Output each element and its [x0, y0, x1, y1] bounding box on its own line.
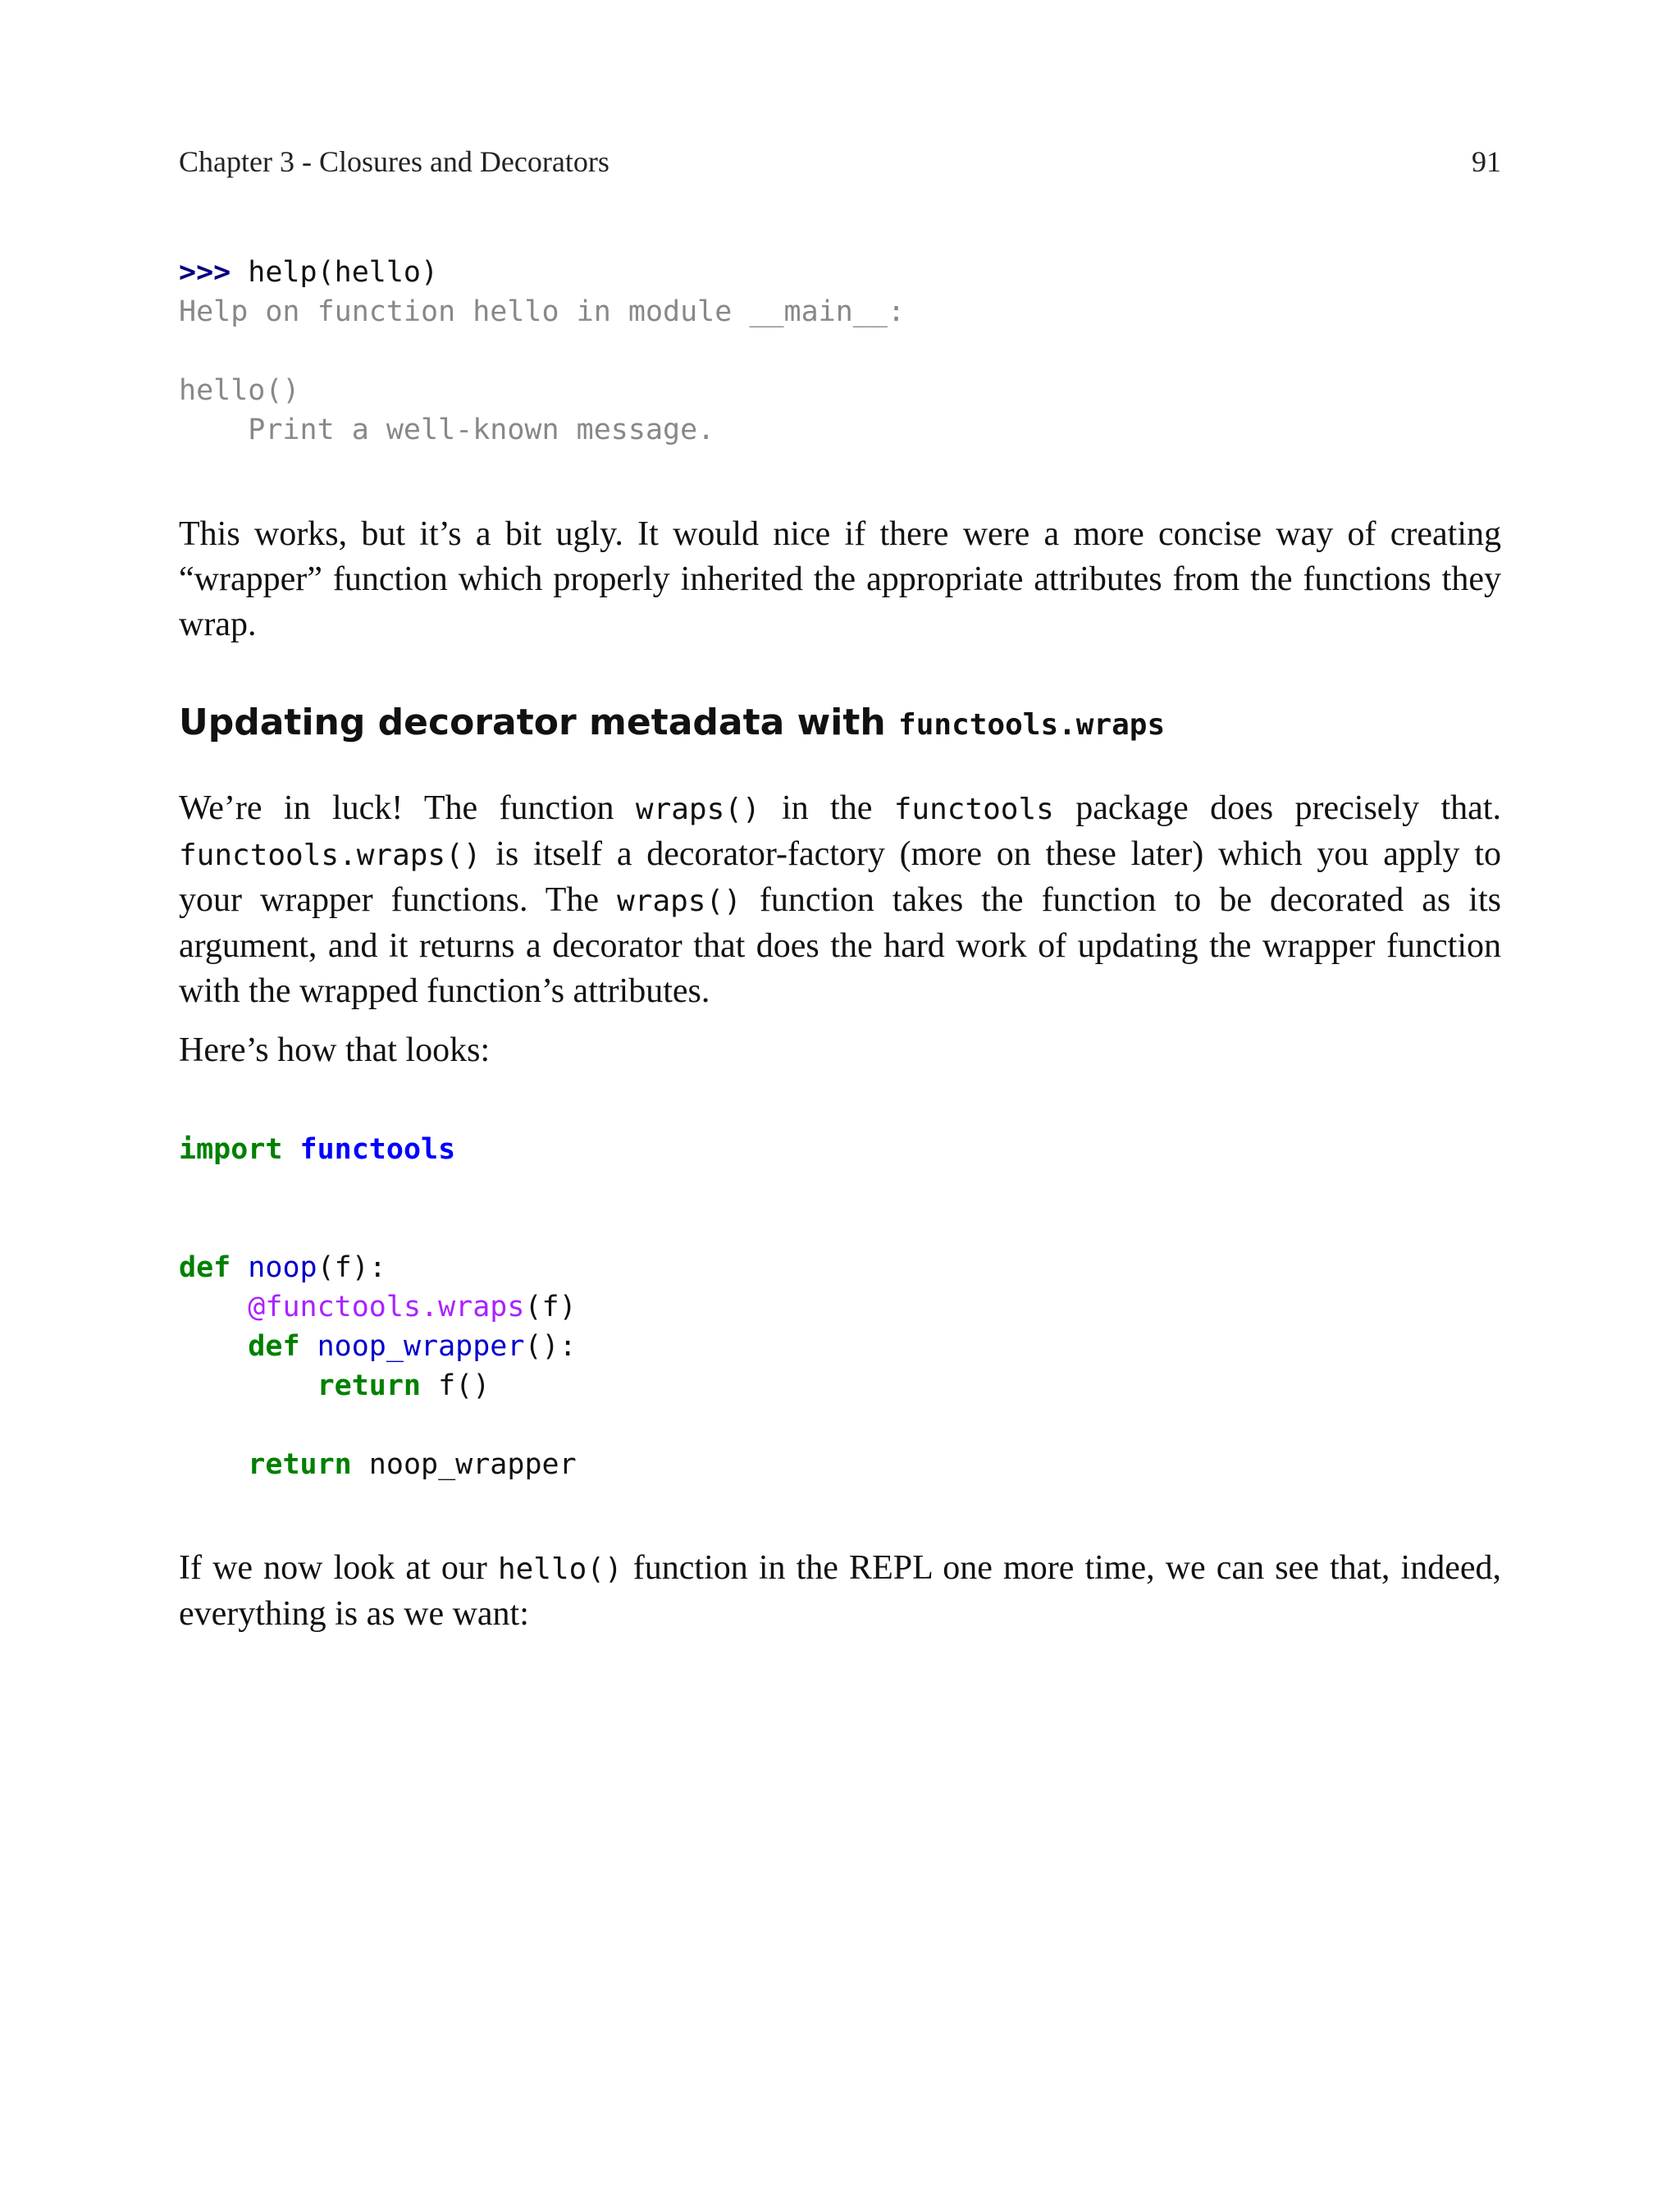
python-code-block	[179, 1130, 577, 1484]
paragraph-wraps-explanation	[179, 786, 1501, 1014]
code-text: noop_wrapper	[351, 1448, 577, 1481]
keyword: def	[179, 1251, 231, 1284]
text-run: We’re in luck! The function	[179, 789, 636, 827]
keyword: return	[317, 1369, 422, 1402]
keyword: import	[179, 1133, 283, 1166]
text-run: in the	[760, 789, 894, 827]
heading-code: functools.wraps	[898, 708, 1166, 742]
repl-prompt: >>>	[179, 256, 231, 289]
repl-code-block	[179, 253, 905, 450]
inline-code: wraps()	[635, 793, 760, 826]
page-number: 91	[1472, 145, 1501, 178]
heading-text: Updating decorator metadata with	[179, 702, 899, 743]
repl-output-line: Print a well-known message.	[179, 414, 715, 446]
decorator: @functools.wraps	[248, 1291, 525, 1323]
section-heading	[179, 702, 1165, 743]
repl-output-line: hello()	[179, 374, 300, 407]
inline-code: functools.wraps()	[179, 839, 482, 872]
inline-code: hello()	[497, 1552, 623, 1586]
function-name: noop	[248, 1251, 317, 1284]
keyword: def	[248, 1330, 300, 1363]
repl-output-line: Help on function hello in module __main__:	[179, 295, 906, 328]
text-run: is itself a decorator-factory (more on these later) which you apply to your wrapper functions. The	[179, 835, 1501, 919]
chapter-title: Chapter 3 - Closures and Decorators	[179, 145, 609, 178]
paragraph-wrapper-ugly: This works, but it’s a bit ugly. It would nice if there were a more concise way of creating “wrapper” function which properly inherited the appropriate attributes from the functions they wrap.	[179, 515, 1501, 643]
text-run: If we now look at our	[179, 1549, 498, 1587]
paragraph-heres-how: Here’s how that looks:	[179, 1031, 491, 1069]
inline-code: functools	[893, 793, 1054, 826]
text-run: package does precisely that.	[1053, 789, 1501, 827]
keyword: return	[248, 1448, 352, 1481]
text-run: function takes the function to be decorated as its argument, and it returns a decorator that does the hard work of updating the wrapper function with the wrapped function’s attributes.	[179, 881, 1501, 1010]
code-text: (f)	[524, 1291, 577, 1323]
paragraph-repl-again	[179, 1546, 1501, 1637]
function-name: noop_wrapper	[317, 1330, 525, 1363]
text-run: function in the REPL one more time, we can see that, indeed, everything is as we want:	[179, 1549, 1501, 1633]
code-text: (f):	[317, 1251, 386, 1284]
repl-command: help(hello)	[231, 256, 439, 289]
code-text: f()	[421, 1369, 491, 1402]
inline-code: wraps()	[617, 885, 742, 918]
code-text: ():	[524, 1330, 577, 1363]
module-name: functools	[299, 1133, 456, 1166]
